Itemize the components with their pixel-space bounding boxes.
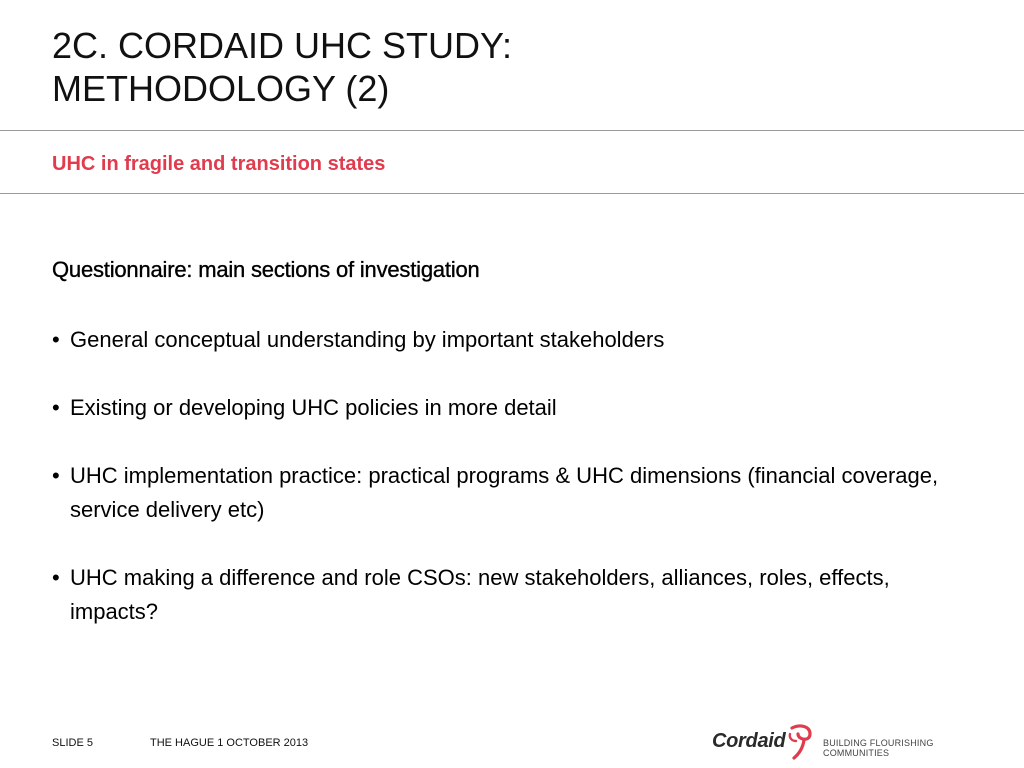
bullet-item [52,459,982,527]
bullet-item [52,561,982,629]
cordaid-swirl-icon [786,722,816,762]
bullet-item [52,391,982,425]
bullet-text: Existing or developing UHC policies in more detail [70,395,557,420]
bullet-marker: • [52,565,60,590]
subtitle-divider [0,193,1024,194]
slide-title-line-2: METHODOLOGY (2) [52,68,390,109]
bullet-text: UHC implementation practice: practical programs & UHC dimensions (financial coverage, service delivery etc) [70,463,939,522]
cordaid-logo [712,722,1002,762]
bullet-item [52,323,982,357]
content-heading [52,255,982,285]
slide-subtitle: UHC in fragile and transition states [52,153,386,175]
slide-content [52,255,982,663]
slide-title-line-1: 2C. CORDAID UHC STUDY: [52,25,513,66]
bullet-text: UHC making a difference and role CSOs: new stakeholders, alliances, roles, effects, impacts? [70,565,890,624]
footer-slide-number: SLIDE 5 [52,737,93,749]
slide-title [52,24,952,110]
logo-wordmark: Cordaid [712,730,786,752]
bullet-list [52,323,982,629]
footer-place-date: THE HAGUE 1 OCTOBER 2013 [150,737,309,749]
bullet-marker: • [52,395,60,420]
bullet-text: General conceptual understanding by important stakeholders [70,327,665,352]
title-divider [0,130,1024,131]
logo-tagline: BUILDING FLOURISHING COMMUNITIES [823,738,934,758]
bullet-marker: • [52,327,60,352]
bullet-marker: • [52,463,60,488]
content-heading-text: Questionnaire: main sections of investigation [52,257,480,282]
